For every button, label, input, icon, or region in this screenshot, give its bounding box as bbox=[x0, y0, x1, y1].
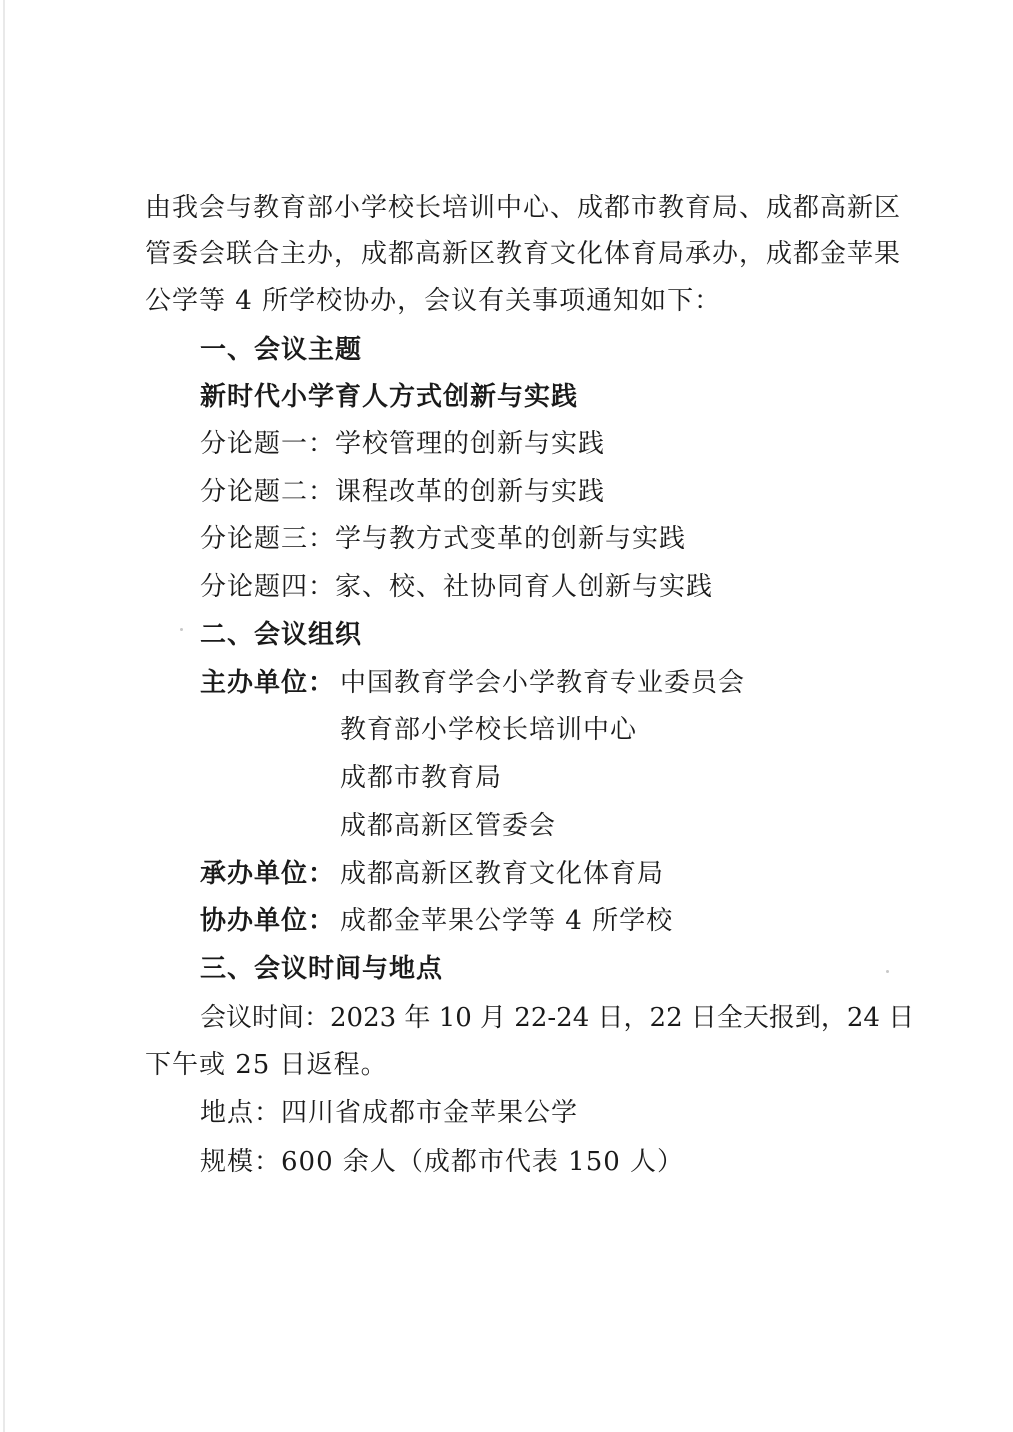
subtopic-3: 分论题三：学与教方式变革的创新与实践 bbox=[200, 524, 687, 554]
meeting-scale: 规模：600 余人（成都市代表 150 人） bbox=[200, 1147, 685, 1177]
section1-heading: 一、会议主题 bbox=[200, 335, 363, 365]
host-4: 成都高新区管委会 bbox=[340, 811, 557, 841]
section2-heading: 二、会议组织 bbox=[200, 620, 363, 650]
co-organizer: 成都金苹果公学等 4 所学校 bbox=[340, 906, 674, 936]
host-3: 成都市教育局 bbox=[340, 763, 503, 793]
host-label: 主办单位： bbox=[200, 668, 336, 698]
meeting-time-line-1: 会议时间：2023 年 10 月 22-24 日，22 日全天报到，24 日 bbox=[200, 1003, 915, 1033]
subtopic-4: 分论题四：家、校、社协同育人创新与实践 bbox=[200, 572, 714, 602]
co-organizer-label: 协办单位： bbox=[200, 906, 336, 936]
organizer-label: 承办单位： bbox=[200, 859, 336, 889]
scan-speck bbox=[886, 970, 889, 973]
host-1: 中国教育学会小学教育专业委员会 bbox=[340, 668, 746, 698]
meeting-theme: 新时代小学育人方式创新与实践 bbox=[200, 382, 579, 412]
host-2: 教育部小学校长培训中心 bbox=[340, 715, 638, 745]
section3-heading: 三、会议时间与地点 bbox=[200, 954, 444, 984]
scan-speck bbox=[180, 628, 183, 631]
meeting-location: 地点：四川省成都市金苹果公学 bbox=[200, 1098, 579, 1128]
meeting-time-line-2: 下午或 25 日返程。 bbox=[145, 1050, 388, 1080]
scan-edge bbox=[3, 0, 5, 1432]
subtopic-1: 分论题一：学校管理的创新与实践 bbox=[200, 429, 606, 459]
intro-line-3: 公学等 4 所学校协办，会议有关事项通知如下： bbox=[145, 286, 722, 316]
intro-line-1: 由我会与教育部小学校长培训中心、成都市教育局、成都高新区 bbox=[145, 193, 900, 223]
intro-line-2: 管委会联合主办，成都高新区教育文化体育局承办，成都金苹果 bbox=[145, 239, 900, 269]
organizer: 成都高新区教育文化体育局 bbox=[340, 859, 665, 889]
subtopic-2: 分论题二：课程改革的创新与实践 bbox=[200, 477, 606, 507]
